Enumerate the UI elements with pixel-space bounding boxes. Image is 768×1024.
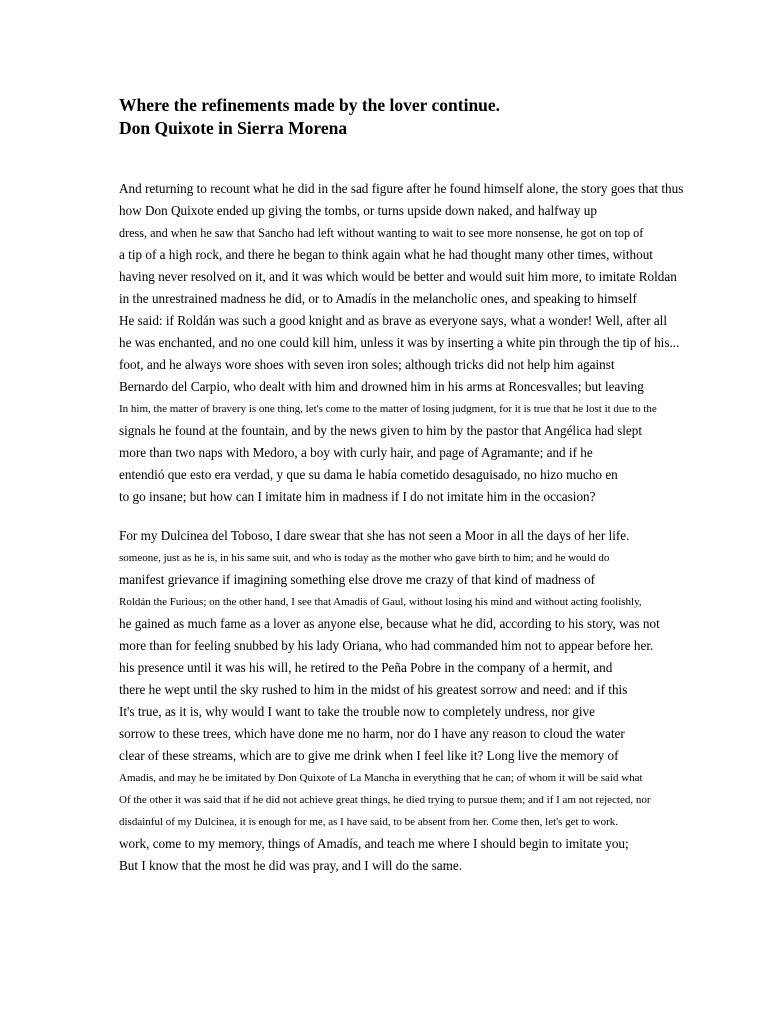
text-line: Roldán the Furious; on the other hand, I see that Amadis of Gaul, without losing his mind and without acting foolishly, bbox=[119, 596, 642, 608]
chapter-title-line-1: Where the refinements made by the lover continue. bbox=[119, 95, 501, 115]
text-line: to go insane; but how can I imitate him in madness if I do not imitate him in the occasion? bbox=[119, 489, 596, 504]
text-line: how Don Quixote ended up giving the tombs, or turns upside down naked, and halfway up bbox=[119, 203, 597, 218]
text-line: clear of these streams, which are to give me drink when I feel like it? Long live the memory of bbox=[119, 748, 619, 763]
text-line: manifest grievance if imagining something else drove me crazy of that kind of madness of bbox=[119, 572, 596, 587]
text-line: For my Dulcinea del Toboso, I dare swear that she has not seen a Moor in all the days of her life. bbox=[119, 528, 630, 543]
text-line: Bernardo del Carpio, who dealt with him and drowned him in his arms at Roncesvalles; but leaving bbox=[119, 379, 644, 394]
text-line: signals he found at the fountain, and by the news given to him by the pastor that Angélica had slept bbox=[119, 423, 642, 438]
text-line: foot, and he always wore shoes with seven iron soles; although tricks did not help him against bbox=[119, 357, 615, 372]
text-line: Amadis, and may he be imitated by Don Quixote of La Mancha in everything that he can; of whom it will be said what bbox=[119, 772, 643, 784]
text-line: In him, the matter of bravery is one thing, let's come to the matter of losing judgment, for it is true that he lost it due to the bbox=[119, 403, 657, 415]
text-line: And returning to recount what he did in the sad figure after he found himself alone, the story goes that thus bbox=[119, 181, 684, 196]
document-page bbox=[119, 94, 719, 877]
text-line: entendió que esto era verdad, y que su dama le había cometido desaguisado, no hizo mucho en bbox=[119, 467, 618, 482]
paragraph-1 bbox=[119, 178, 719, 508]
text-line: someone, just as he is, in his same suit, and who is today as the mother who gave birth to him; and he would do bbox=[119, 552, 610, 564]
paragraph-2 bbox=[119, 525, 719, 877]
text-line: It's true, as it is, why would I want to take the trouble now to completely undress, nor give bbox=[119, 704, 595, 719]
text-line: he gained as much fame as a lover as anyone else, because what he did, according to his story, was not bbox=[119, 616, 660, 631]
text-line: more than two naps with Medoro, a boy with curly hair, and page of Agramante; and if he bbox=[119, 445, 593, 460]
text-line: more than for feeling snubbed by his lady Oriana, who had commanded him not to appear before her. bbox=[119, 638, 654, 653]
text-line: his presence until it was his will, he retired to the Peña Pobre in the company of a hermit, and bbox=[119, 660, 613, 675]
chapter-title bbox=[119, 94, 719, 140]
chapter-title-line-2: Don Quixote in Sierra Morena bbox=[119, 118, 348, 138]
text-line: disdainful of my Dulcinea, it is enough for me, as I have said, to be absent from her. Come then, let's get to work. bbox=[119, 816, 619, 828]
text-line: there he wept until the sky rushed to him in the midst of his greatest sorrow and need: and if this bbox=[119, 682, 628, 697]
text-line: in the unrestrained madness he did, or to Amadís in the melancholic ones, and speaking to himself bbox=[119, 291, 637, 306]
text-line: dress, and when he saw that Sancho had left without wanting to wait to see more nonsense, he got on top of bbox=[119, 226, 644, 240]
text-line: He said: if Roldán was such a good knight and as brave as everyone says, what a wonder! Well, after all bbox=[119, 313, 668, 328]
text-line: work, come to my memory, things of Amadís, and teach me where I should begin to imitate you; bbox=[119, 836, 629, 851]
text-line: a tip of a high rock, and there he began to think again what he had thought many other times, without bbox=[119, 247, 653, 262]
text-line: he was enchanted, and no one could kill him, unless it was by inserting a white pin through the tip of his... bbox=[119, 335, 680, 350]
text-line: Of the other it was said that if he did not achieve great things, he died trying to pursue them; and if I am not rejected, nor bbox=[119, 794, 651, 806]
text-line: having never resolved on it, and it was which would be better and would suit him more, to imitate Roldan bbox=[119, 269, 677, 284]
text-line: sorrow to these trees, which have done me no harm, nor do I have any reason to cloud the water bbox=[119, 726, 625, 741]
text-line: But I know that the most he did was pray, and I will do the same. bbox=[119, 858, 463, 873]
